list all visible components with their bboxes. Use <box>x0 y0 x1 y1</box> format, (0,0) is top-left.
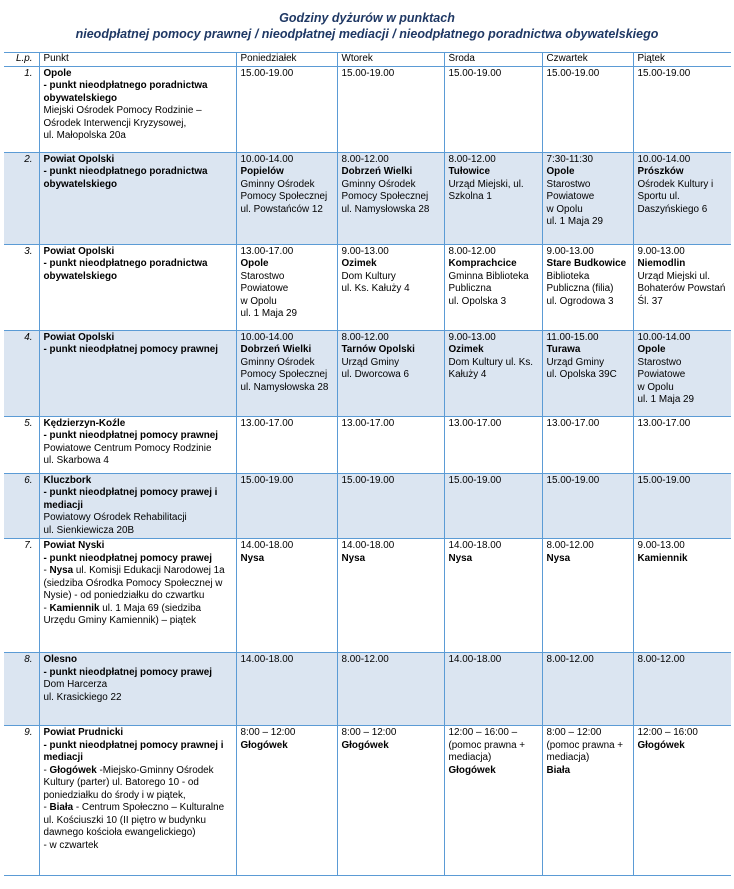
table-row <box>4 66 731 152</box>
duty-hours: 7:30-11:30 <box>546 153 593 165</box>
table-row <box>4 726 731 876</box>
table-body <box>4 66 731 876</box>
duty-location: ul. 1 Maja 29 <box>637 394 695 405</box>
duty-hours: 12:00 – 16:00 <box>637 727 698 738</box>
duty-hours: 9.00-13.00 <box>637 245 685 257</box>
day-cell-wednesday <box>444 330 542 416</box>
punkt-cell <box>39 473 236 539</box>
punkt-line-location: Głogówek <box>49 764 97 776</box>
punkt-line: ul. Skarbowa 4 <box>43 455 109 466</box>
day-cell-monday <box>236 539 337 653</box>
punkt-cell <box>39 416 236 473</box>
duty-hours: 14.00-18.00 <box>448 654 502 665</box>
duty-location: Niemodlin <box>637 258 686 269</box>
duty-location: Gminny Ośrodek Pomocy Społecznej <box>341 178 429 202</box>
duty-location: Dobrzeń Wielki <box>240 344 312 355</box>
header-thursday: Czwartek <box>542 53 633 67</box>
punkt-line: Powiatowe Centrum Pomocy Rodzinie <box>43 442 212 454</box>
duty-hours: 8:00 – 12:00 <box>341 727 397 738</box>
duty-hours: 10.00-14.00 <box>637 331 691 343</box>
punkt-line: Opole <box>43 67 72 79</box>
title-line-1: Godziny dyżurów w punktach <box>279 11 455 25</box>
duty-location: Starostwo Powiatowe <box>546 178 595 202</box>
punkt-cell <box>39 726 236 876</box>
duty-hours: 15.00-19.00 <box>448 474 502 486</box>
duty-location: ul. Ks. Kałuży 4 <box>341 283 410 294</box>
punkt-line: Kędzierzyn-Koźle <box>43 417 126 429</box>
table-row <box>4 473 731 539</box>
duty-location: Tarnów Opolski <box>341 344 415 355</box>
punkt-line: Powiat Opolski <box>43 153 115 165</box>
day-cell-friday <box>633 152 731 244</box>
duty-location: Nysa <box>546 552 571 564</box>
duty-hours: 15.00-19.00 <box>637 474 691 486</box>
day-cell-thursday <box>542 66 633 152</box>
punkt-line: ul. Kościuszki 10 (II piętro w budynku dawnego kościoła ewangelickiego) <box>43 814 206 838</box>
duty-hours: 11.00-15.00 <box>546 331 599 343</box>
day-cell-friday <box>633 539 731 653</box>
punkt-cell <box>39 330 236 416</box>
duty-location: Dom Kultury <box>341 270 396 282</box>
duty-location: Gminny Ośrodek Pomocy Społecznej <box>240 356 328 380</box>
day-cell-friday <box>633 726 731 876</box>
row-number: 5. <box>4 416 39 473</box>
punkt-line-prefix: - <box>43 764 50 776</box>
day-cell-wednesday <box>444 152 542 244</box>
punkt-line-text: ul. Komisji Edukacji Narodowej 1a (siedziba Ośrodka Pomocy Społecznej w Nysie) - od poniedziałku do czwartku <box>43 565 225 601</box>
title-line-2: nieodpłatnej pomocy prawnej / nieodpłatnej mediacji / nieodpłatnego poradnictwa obywatelskiego <box>75 27 659 41</box>
punkt-line: Dom Harcerza <box>43 679 108 690</box>
duty-location: Popielów <box>240 166 284 177</box>
day-cell-monday <box>236 66 337 152</box>
header-punkt: Punkt <box>39 53 236 67</box>
punkt-line-location: Biała <box>49 802 74 813</box>
table-row <box>4 330 731 416</box>
header-monday: Poniedziałek <box>236 53 337 67</box>
row-number: 1. <box>4 66 39 152</box>
day-cell-monday <box>236 416 337 473</box>
duty-location: Urząd Miejski ul. Bohaterów Powstań Śl. 37 <box>637 270 726 307</box>
duty-location: Głogówek <box>341 739 389 751</box>
punkt-line: Powiat Opolski <box>43 331 115 343</box>
duty-hours: 15.00-19.00 <box>448 67 502 79</box>
punkt-line-text: -Miejsko-Gminny Ośrodek Kultury (parter) ul. Batorego 10 - od poniedziałku do środy i w piątek, <box>43 764 214 801</box>
duty-location: Opole <box>240 258 269 269</box>
duty-hours: 14.00-18.00 <box>448 540 502 551</box>
header-row <box>4 53 731 67</box>
duty-location: Opole <box>637 344 666 355</box>
header-friday: Piątek <box>633 53 731 67</box>
duty-location: Prószków <box>637 166 684 177</box>
day-cell-tuesday <box>337 152 444 244</box>
duty-hours: 12:00 – 16:00 – (pomoc prawna + mediacja) <box>448 727 526 763</box>
duty-location: ul. 1 Maja 29 <box>240 308 298 319</box>
duty-location: ul. 1 Maja 29 <box>546 216 604 227</box>
duty-hours: 8.00-12.00 <box>546 654 594 665</box>
duty-location: Urząd Gminy <box>546 356 605 368</box>
day-cell-monday <box>236 653 337 726</box>
duty-hours: 13.00-17.00 <box>448 417 502 429</box>
duty-hours: 13.00-17.00 <box>546 417 600 429</box>
punkt-line: - punkt nieodpłatnej pomocy prawej i mediacji <box>43 487 218 511</box>
day-cell-friday <box>633 653 731 726</box>
duty-location: Biała <box>546 764 571 776</box>
duty-location: Nysa <box>240 552 265 564</box>
duty-hours: 8.00-12.00 <box>341 331 389 343</box>
row-number: 7. <box>4 539 39 653</box>
punkt-line: - punkt nieodpłatnego poradnictwa obywatelskiego <box>43 166 208 190</box>
day-cell-tuesday <box>337 330 444 416</box>
punkt-line-prefix: - <box>43 602 50 614</box>
duty-location: Urząd Gminy <box>341 356 400 368</box>
table-row <box>4 244 731 330</box>
punkt-line: - punkt nieodpłatnego poradnictwa obywatelskiego <box>43 258 208 282</box>
day-cell-thursday <box>542 330 633 416</box>
day-cell-wednesday <box>444 244 542 330</box>
punkt-line-text: ul. 1 Maja 69 (siedziba Urzędu Gminy Kamiennik) – piątek <box>43 602 202 626</box>
duty-location: Komprachcice <box>448 258 517 269</box>
punkt-line: - w czwartek <box>43 839 99 851</box>
punkt-line: Powiat Prudnicki <box>43 727 124 738</box>
day-cell-wednesday <box>444 473 542 539</box>
duty-location: w Opolu <box>240 295 277 307</box>
punkt-line: - punkt nieodpłatnej pomocy prawej <box>43 552 212 564</box>
punkt-line: - punkt nieodpłatnej pomocy prawnej <box>43 430 218 441</box>
punkt-cell <box>39 66 236 152</box>
punkt-cell <box>39 152 236 244</box>
duty-location: Nysa <box>448 552 473 564</box>
punkt-line <box>44 565 233 603</box>
punkt-line-location: Nysa <box>49 565 74 576</box>
day-cell-monday <box>236 330 337 416</box>
day-cell-thursday <box>542 152 633 244</box>
duty-location: Biblioteka Publiczna (filia) <box>546 270 614 294</box>
day-cell-tuesday <box>337 66 444 152</box>
day-cell-friday <box>633 330 731 416</box>
duty-location: Ozimek <box>341 258 377 269</box>
row-number: 8. <box>4 653 39 726</box>
punkt-line: ul. Małopolska 20a <box>43 130 126 141</box>
punkt-line: ul. Sienkiewicza 20B <box>43 524 135 536</box>
day-cell-friday <box>633 66 731 152</box>
row-number: 9. <box>4 726 39 876</box>
duty-hours: 9.00-13.00 <box>546 245 594 257</box>
duty-hours: 15.00-19.00 <box>637 67 691 79</box>
duty-hours: 15.00-19.00 <box>341 67 395 79</box>
header-lp: L.p. <box>4 53 39 67</box>
punkt-line: - punkt nieodpłatnej pomocy prawnej i mediacji <box>43 739 224 763</box>
page-title <box>0 0 734 42</box>
header-tuesday: Wtorek <box>337 53 444 67</box>
duty-hours: 15.00-19.00 <box>240 67 294 79</box>
punkt-line: Kluczbork <box>43 474 92 486</box>
duty-location: Dobrzeń Wielki <box>341 166 413 177</box>
day-cell-wednesday <box>444 66 542 152</box>
day-cell-tuesday <box>337 244 444 330</box>
duty-hours: 9.00-13.00 <box>637 540 685 551</box>
duty-hours: 15.00-19.00 <box>240 474 294 486</box>
day-cell-tuesday <box>337 653 444 726</box>
duty-hours: 10.00-14.00 <box>240 331 294 343</box>
duty-hours: 8.00-12.00 <box>341 654 389 665</box>
duty-hours: 8.00-12.00 <box>637 654 685 665</box>
duty-hours: 8:00 – 12:00 (pomoc prawna + mediacja) <box>546 727 624 763</box>
duty-location: ul. Namysłowska 28 <box>240 381 329 393</box>
duty-location: ul. Opolska 3 <box>448 295 507 307</box>
duty-hours: 13.00-17.00 <box>240 245 294 257</box>
row-number: 3. <box>4 244 39 330</box>
day-cell-thursday <box>542 473 633 539</box>
duty-hours: 8.00-12.00 <box>546 540 594 551</box>
duty-location: Kamiennik <box>637 552 688 564</box>
table-row <box>4 416 731 473</box>
duty-location: Głogówek <box>448 764 496 776</box>
punkt-line <box>44 802 233 815</box>
table-row <box>4 152 731 244</box>
day-cell-thursday <box>542 726 633 876</box>
punkt-line-prefix: - <box>43 565 50 576</box>
day-cell-tuesday <box>337 726 444 876</box>
punkt-line-location: Kamiennik <box>49 602 100 614</box>
day-cell-monday <box>236 152 337 244</box>
duty-hours: 14.00-18.00 <box>341 540 395 551</box>
punkt-line <box>44 603 233 628</box>
duty-location: ul. Powstańców 12 <box>240 203 323 215</box>
punkt-cell <box>39 653 236 726</box>
day-cell-thursday <box>542 416 633 473</box>
duty-location: Starostwo Powiatowe <box>240 270 289 294</box>
table-row <box>4 539 731 653</box>
duty-location: Gminny Ośrodek Pomocy Społecznej <box>240 178 328 202</box>
day-cell-friday <box>633 244 731 330</box>
duty-location: w Opolu <box>637 381 674 393</box>
duty-location: Ośrodek Kultury i Sportu ul. Daszyńskiego 6 <box>637 178 714 215</box>
duty-location: ul. Dworcowa 6 <box>341 369 410 380</box>
duty-hours: 10.00-14.00 <box>240 153 294 165</box>
day-cell-tuesday <box>337 539 444 653</box>
duty-hours: 14.00-18.00 <box>240 654 294 665</box>
day-cell-wednesday <box>444 653 542 726</box>
duty-location: Urząd Miejski, ul. Szkolna 1 <box>448 178 524 202</box>
duty-location: Głogówek <box>637 739 685 751</box>
day-cell-wednesday <box>444 539 542 653</box>
duty-location: Nysa <box>341 552 366 564</box>
punkt-line: - punkt nieodpłatnego poradnictwa obywatelskiego <box>43 80 208 104</box>
duty-hours: 15.00-19.00 <box>341 474 395 486</box>
table-row <box>4 653 731 726</box>
duty-location: Opole <box>546 166 575 177</box>
duty-hours: 9.00-13.00 <box>341 245 389 257</box>
duty-hours: 10.00-14.00 <box>637 153 691 165</box>
duty-hours: 8.00-12.00 <box>448 245 496 257</box>
punkt-line: Miejski Ośrodek Pomocy Rodzinie – Ośrodek Interwencji Kryzysowej, <box>43 105 202 129</box>
duty-location: Stare Budkowice <box>546 258 627 269</box>
day-cell-monday <box>236 244 337 330</box>
duty-hours: 13.00-17.00 <box>341 417 395 429</box>
row-number: 6. <box>4 473 39 539</box>
duty-hours: 15.00-19.00 <box>546 67 600 79</box>
duty-hours: 9.00-13.00 <box>448 331 496 343</box>
day-cell-friday <box>633 416 731 473</box>
duty-hours: 8:00 – 12:00 <box>240 727 296 738</box>
duty-location: ul. Namysłowska 28 <box>341 203 430 215</box>
row-number: 4. <box>4 330 39 416</box>
duty-hours: 14.00-18.00 <box>240 540 294 551</box>
punkt-line-prefix: - <box>43 802 50 813</box>
duty-location: ul. Ogrodowa 3 <box>546 295 614 307</box>
day-cell-tuesday <box>337 473 444 539</box>
duty-location: w Opolu <box>546 203 583 215</box>
duty-location: Dom Kultury ul. Ks. Kałuży 4 <box>448 356 534 380</box>
punkt-line-text: - Centrum Społeczno – Kulturalne <box>73 802 225 813</box>
duty-location: Starostwo Powiatowe <box>637 356 686 380</box>
duty-location: Turawa <box>546 344 581 355</box>
day-cell-tuesday <box>337 416 444 473</box>
duty-hours: 13.00-17.00 <box>637 417 691 429</box>
day-cell-wednesday <box>444 726 542 876</box>
duty-hours: 13.00-17.00 <box>240 417 294 429</box>
punkt-line: Powiatowy Ośrodek Rehabilitacji <box>43 512 187 523</box>
duty-location: Gminna Biblioteka Publiczna <box>448 270 529 294</box>
punkt-cell <box>39 539 236 653</box>
punkt-line <box>44 765 233 803</box>
day-cell-thursday <box>542 539 633 653</box>
duty-location: Tułowice <box>448 166 491 177</box>
duty-hours: 8.00-12.00 <box>341 153 389 165</box>
duty-location: Głogówek <box>240 739 288 751</box>
day-cell-thursday <box>542 653 633 726</box>
day-cell-wednesday <box>444 416 542 473</box>
day-cell-monday <box>236 473 337 539</box>
punkt-line: Powiat Opolski <box>43 245 115 257</box>
punkt-line: - punkt nieodpłatnej pomocy prawej <box>43 666 212 678</box>
row-number: 2. <box>4 152 39 244</box>
punkt-cell <box>39 244 236 330</box>
punkt-line: ul. Krasickiego 22 <box>43 691 122 703</box>
duty-hours: 8.00-12.00 <box>448 153 496 165</box>
punkt-line: Olesno <box>43 654 77 665</box>
punkt-line: - punkt nieodpłatnej pomocy prawnej <box>43 344 218 355</box>
duty-hours: 15.00-19.00 <box>546 474 600 486</box>
punkt-line: Powiat Nyski <box>43 540 105 551</box>
duty-location: Ozimek <box>448 344 484 355</box>
header-wednesday: Środa <box>444 53 542 67</box>
day-cell-friday <box>633 473 731 539</box>
duty-location: ul. Opolska 39C <box>546 369 617 380</box>
day-cell-thursday <box>542 244 633 330</box>
day-cell-monday <box>236 726 337 876</box>
duty-hours-table <box>4 52 731 876</box>
